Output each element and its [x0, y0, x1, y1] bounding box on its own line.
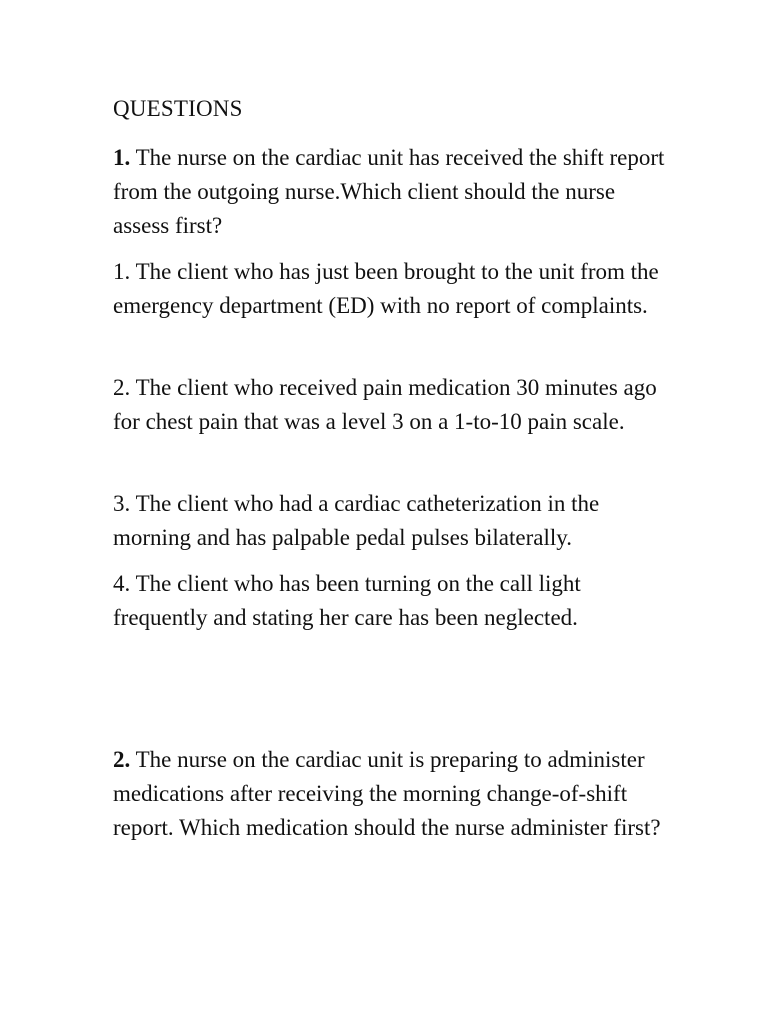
question-2 — [113, 743, 673, 845]
question-1-option-3: 3. The client who had a cardiac catheterization in the morning and has palpable pedal pulses bilaterally. — [113, 491, 600, 550]
question-1-number: 1. — [113, 145, 131, 170]
question-1 — [113, 141, 673, 243]
question-1-option-4: 4. The client who has been turning on the call light frequently and stating her care has been neglected. — [113, 571, 581, 630]
question-2-number: 2. — [113, 747, 131, 772]
question-2-text: The nurse on the cardiac unit is preparing to administer medications after receiving the morning change-of-shift report. Which medication should the nurse administer first? — [113, 747, 661, 840]
question-1-option-2: 2. The client who received pain medication 30 minutes ago for chest pain that was a level 3 on a 1-to-10 pain scale. — [113, 375, 657, 434]
question-1-option-1: 1. The client who has just been brought to the unit from the emergency department (ED) with no report of complaints. — [113, 259, 659, 318]
page-heading: QUESTIONS — [113, 96, 243, 121]
question-1-text: The nurse on the cardiac unit has received the shift report from the outgoing nurse.Which client should the nurse assess first? — [113, 145, 665, 238]
